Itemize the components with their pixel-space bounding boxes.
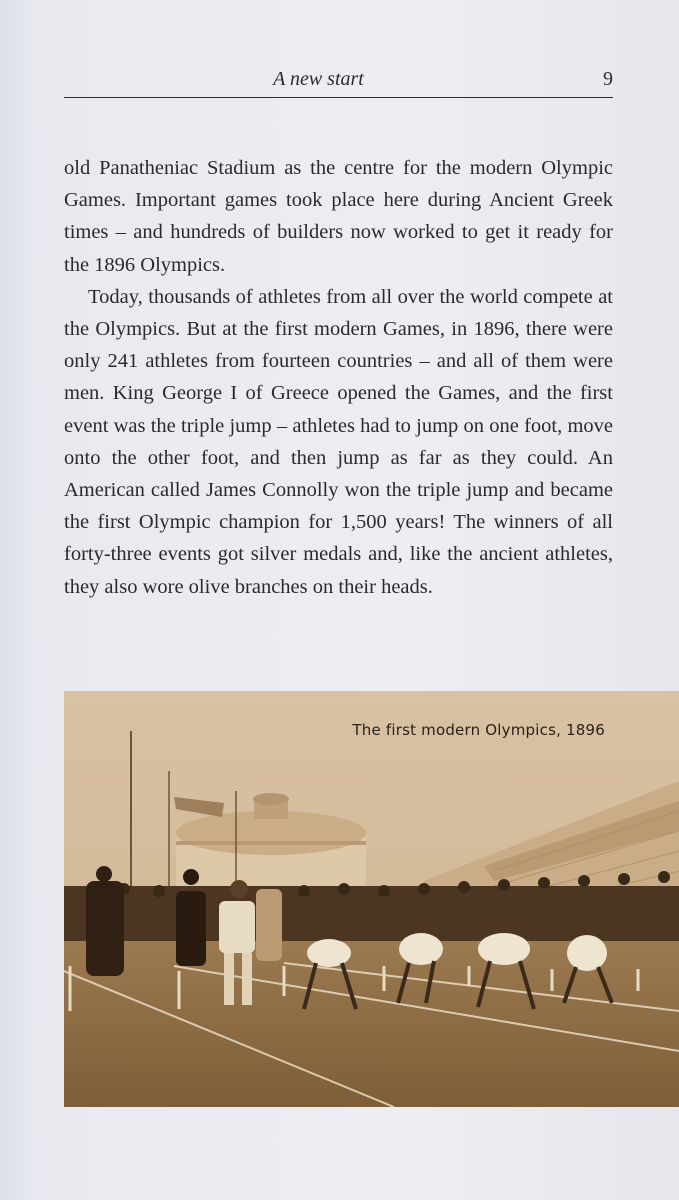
paragraph-continuation: old Panatheniac Stadium as the centre for the modern Olympic Games. Important games took place here during Ancient Greek times – and hundreds of builders now worked to get it ready for the 1896 Olympics. [64,157,613,276]
page-number: 9 [603,68,613,90]
running-title: A new start [273,68,364,90]
figure-caption: The first modern Olympics, 1896 [352,721,605,739]
header-rule [64,97,613,99]
paragraph-olympics-1896: Today, thousands of athletes from all over the world compete at the Olympics. But at the first modern Games, in 1896, there were only 241 athletes from fourteen countries – and all of them were men. King George I of Greece opened the Games, and the first event was the triple jump – athletes had to jump on one foot, move onto the other foot, and then jump as far as they could. An American called James Connolly won the triple jump and became the first Olympic champion for 1,500 years! The winners of all forty-three events got silver medals and, like the ancient athletes, they also wore olive branches on their heads. [64,285,613,598]
sepia-photo-illustration [64,691,679,1107]
body-text [64,152,613,603]
photo-first-modern-olympics [64,691,679,1107]
running-header [64,62,613,98]
